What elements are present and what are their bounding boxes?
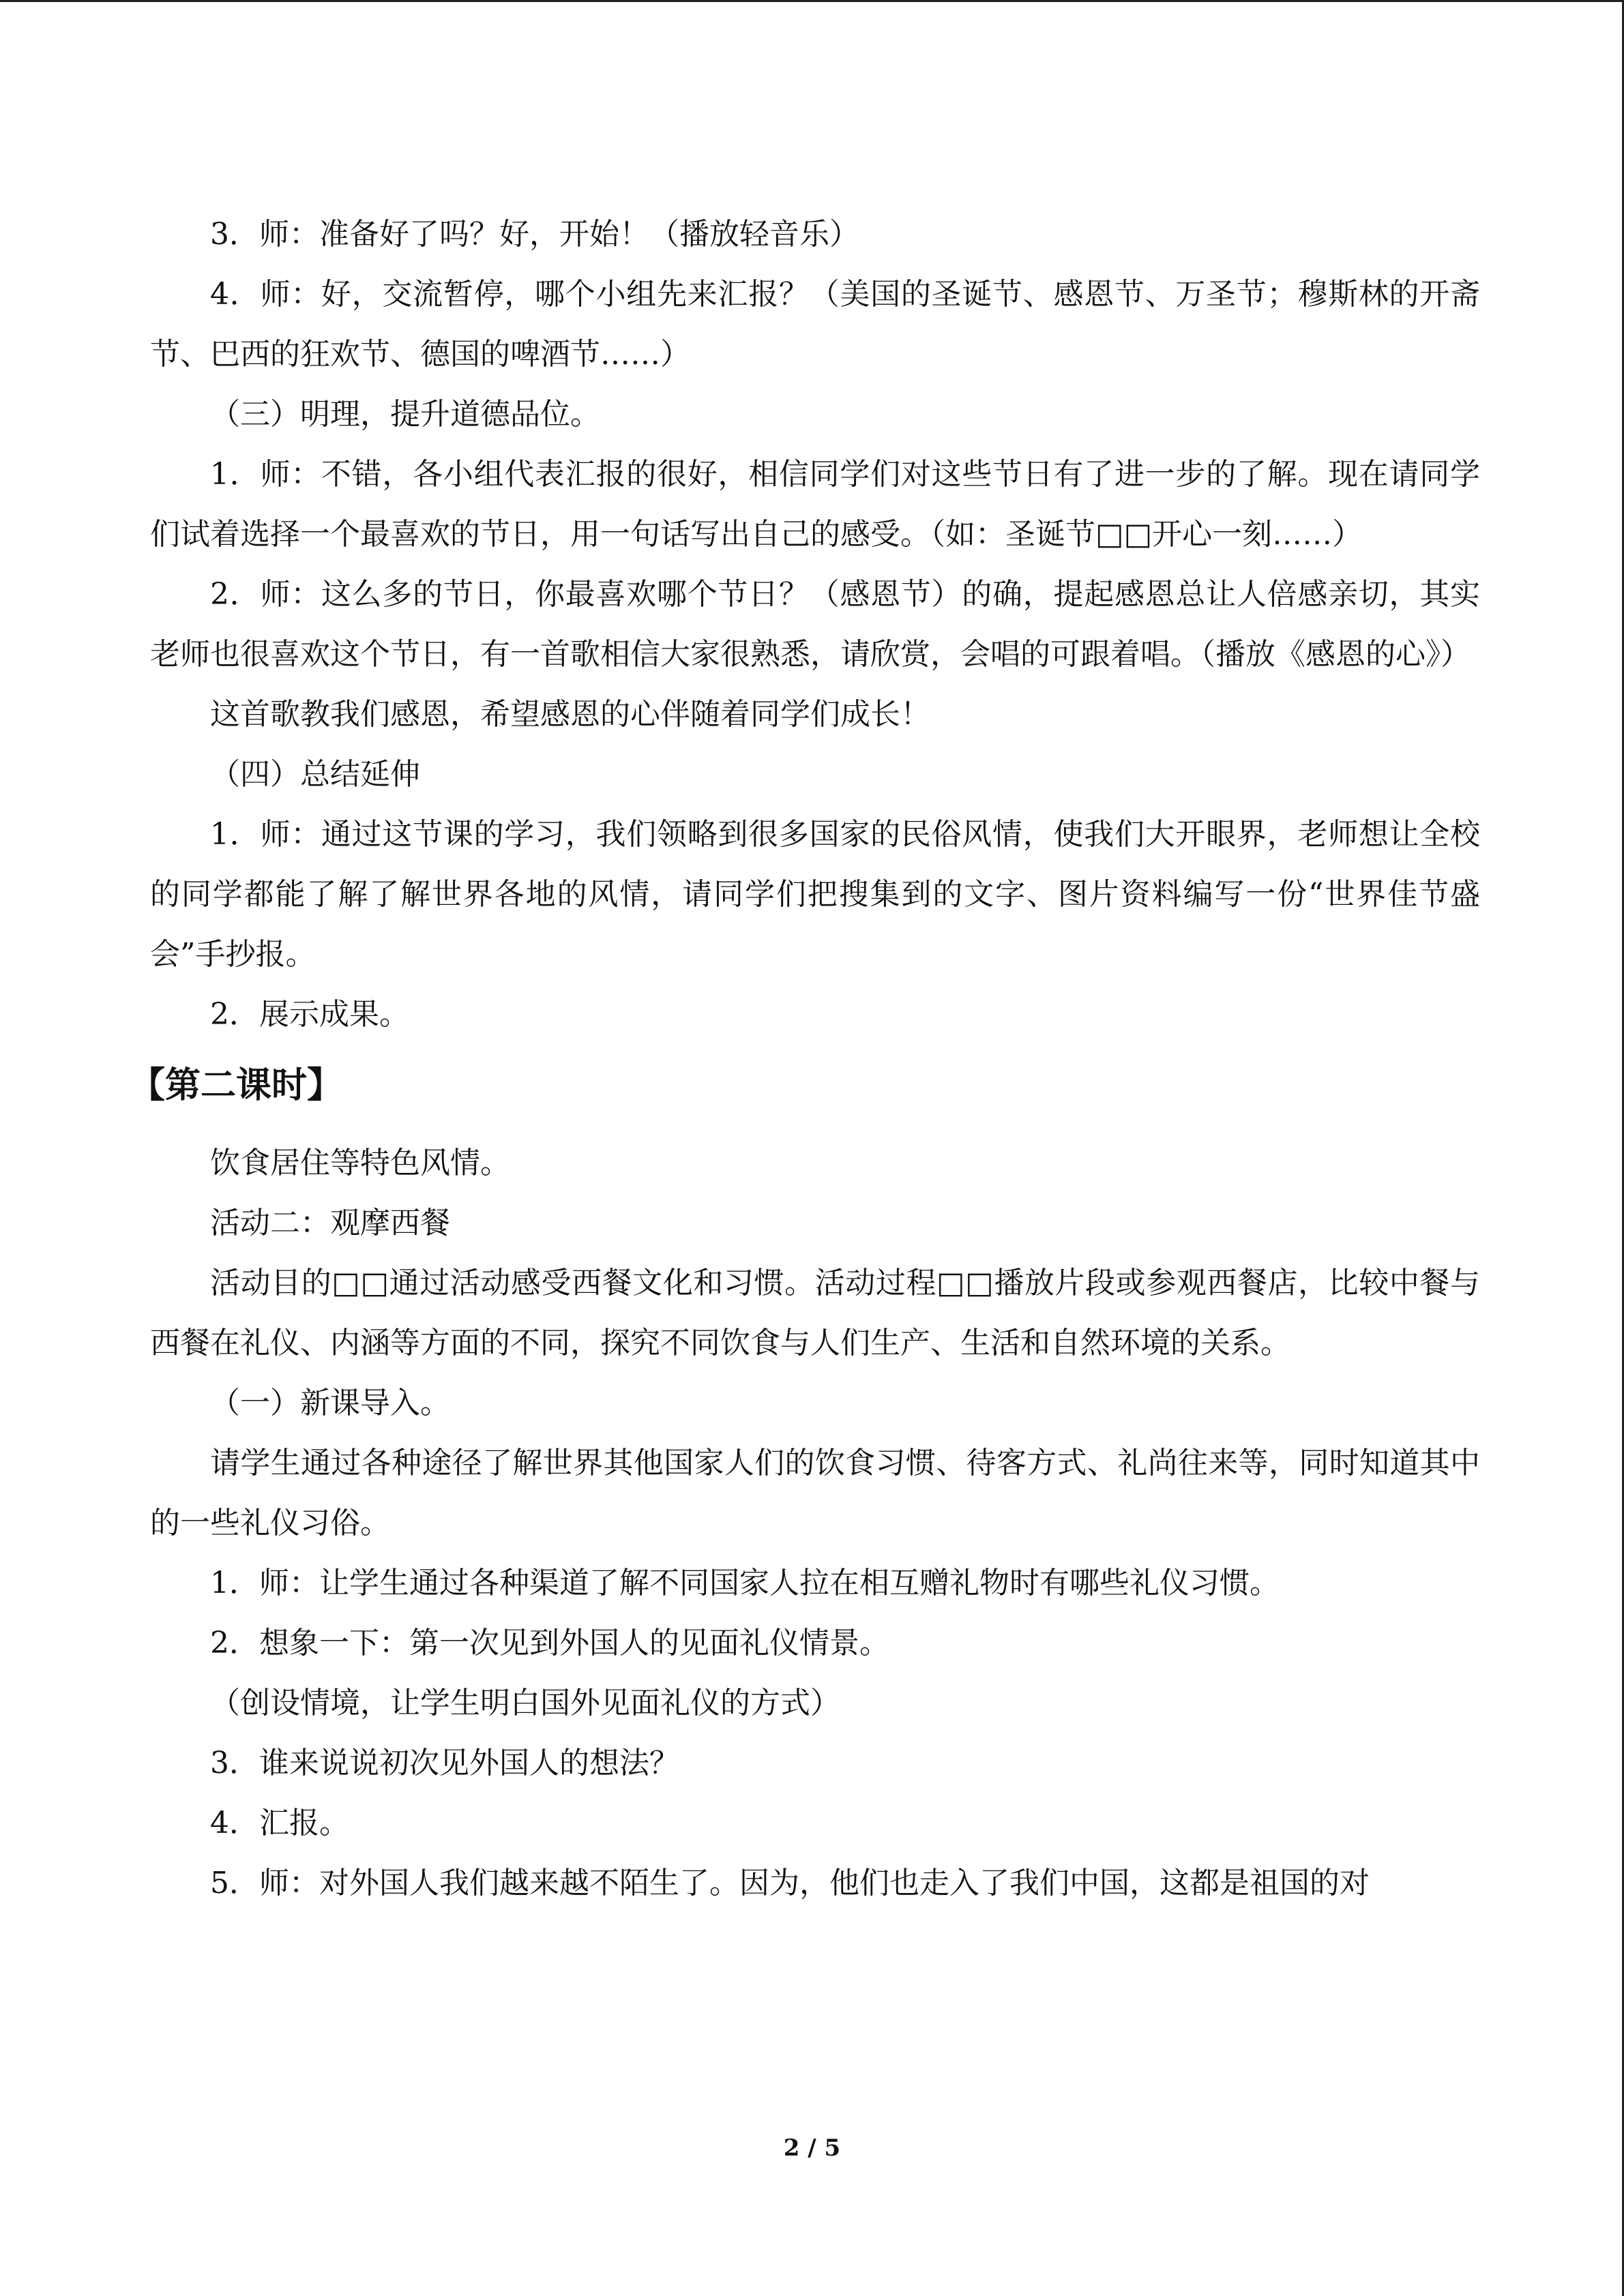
paragraph: 2．展示成果。 [210, 997, 409, 1032]
paragraph: 饮食居住等特色风情。 [210, 1146, 510, 1180]
paragraph: 3．师：准备好了吗？好，开始！（播放轻音乐） [210, 217, 859, 252]
page-number: 2 / 5 [783, 2134, 841, 2162]
paragraph: （创设情境，让学生明白国外见面礼仪的方式） [210, 1686, 840, 1720]
paragraph: 请学生通过各种途径了解世界其他国家人们的饮食习惯、待客方式、礼尚往来等，同时知道其中的一些礼仪习俗。 [150, 1446, 1480, 1540]
document-body [130, 205, 1480, 1913]
paragraph: 活动二：观摩西餐 [210, 1206, 450, 1240]
subsection-heading: （三）明理，提升道德品位。 [210, 397, 600, 432]
paragraph: 1．师：让学生通过各种渠道了解不同国家人拉在相互赠礼物时有哪些礼仪习惯。 [210, 1566, 1280, 1600]
subsection-heading: （四）总结延伸 [210, 757, 420, 792]
paragraph: 1．师：不错，各小组代表汇报的很好，相信同学们对这些节日有了进一步的了解。现在请同学们试着选择一个最喜欢的节日，用一句话写出自己的感受。（如：圣诞节□□开心一刻……） [150, 457, 1480, 552]
paragraph: 1．师：通过这节课的学习，我们领略到很多国家的民俗风情，使我们大开眼界，老师想让全校的同学都能了解了解世界各地的风情，请同学们把搜集到的文字、图片资料编写一份“世界佳节盛会”手抄报。 [150, 817, 1480, 972]
paragraph: 活动目的□□通过活动感受西餐文化和习惯。活动过程□□播放片段或参观西餐店，比较中餐与西餐在礼仪、内涵等方面的不同，探究不同饮食与人们生产、生活和自然环境的关系。 [150, 1266, 1480, 1360]
paragraph: 3．谁来说说初次见外国人的想法？ [210, 1746, 679, 1780]
subsection-heading: （一）新课导入。 [210, 1386, 450, 1420]
page-border-top [0, 0, 1624, 2]
paragraph: 这首歌教我们感恩，希望感恩的心伴随着同学们成长！ [210, 697, 930, 732]
paragraph: 4．师：好，交流暂停，哪个小组先来汇报？（美国的圣诞节、感恩节、万圣节；穆斯林的开斋节、巴西的狂欢节、德国的啤酒节……） [150, 277, 1480, 372]
paragraph: 2．师：这么多的节日，你最喜欢哪个节日？（感恩节）的确，提起感恩总让人倍感亲切，其实老师也很喜欢这个节日，有一首歌相信大家很熟悉，请欣赏，会唱的可跟着唱。（播放《感恩的心》） [150, 577, 1480, 672]
section-heading: 【第二课时】 [130, 1065, 343, 1106]
paragraph: 5．师：对外国人我们越来越不陌生了。因为，他们也走入了我们中国，这都是祖国的对 [210, 1866, 1370, 1900]
paragraph: 4．汇报。 [210, 1806, 349, 1840]
paragraph: 2．想象一下：第一次见到外国人的见面礼仪情景。 [210, 1626, 889, 1660]
